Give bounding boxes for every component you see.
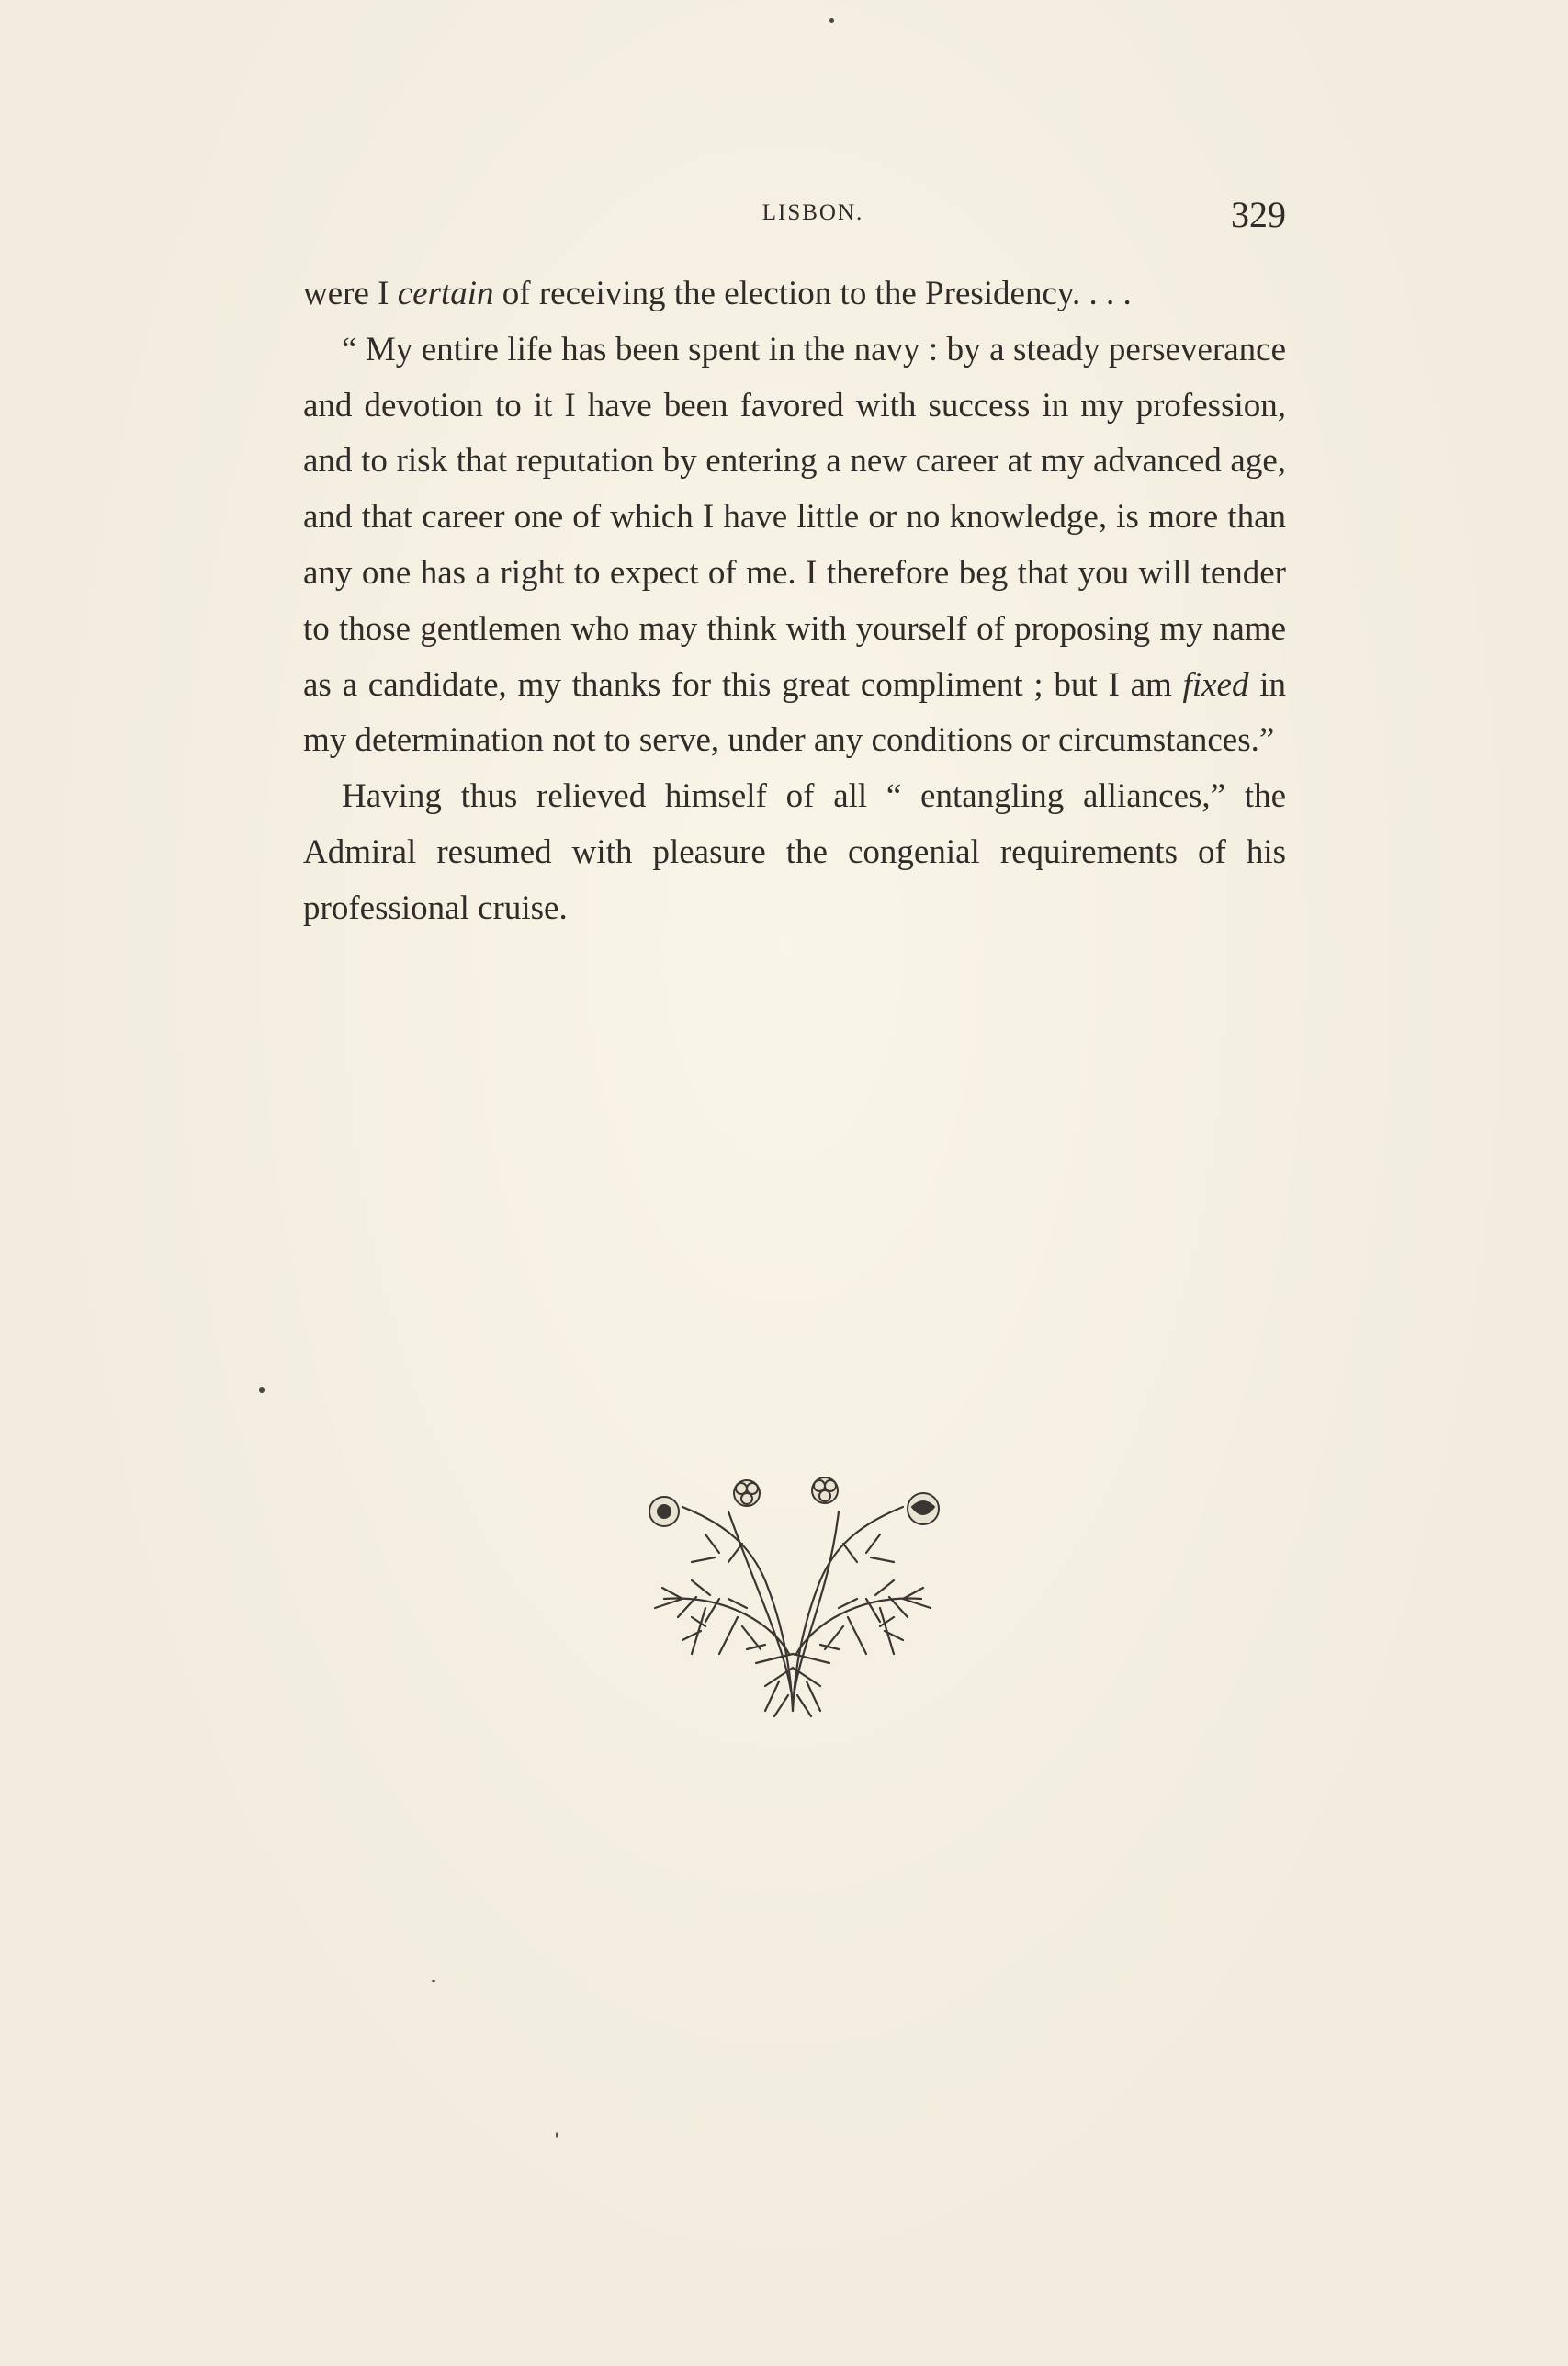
page-number: 329 — [1231, 194, 1286, 235]
paragraph-2-italic: fixed — [1182, 665, 1249, 704]
paper-speck — [259, 1387, 265, 1393]
paper-speck — [556, 2132, 558, 2138]
paragraph-2-text-a: “ My entire life has been spent in the navy : by a steady perseverance and devotion to it I have been favored with success in my profession, and to risk that reputation by entering a new career at my advanced age, and that career one of which I have little or no knowledge, is more than any one has a right to expect of me. I therefore beg that you will tender to those gentlemen who may think with yourself of proposing my name as a candidate, my thanks for this great compliment ; but I am — [303, 330, 1286, 704]
paragraph-1-text-a: were I — [303, 275, 398, 312]
running-head — [303, 193, 1286, 239]
paragraph-2 — [303, 323, 1286, 769]
paragraph-3: Having thus relieved himself of all “ entangling alliances,” the Admiral resumed with pleasure the congenial requirements of his professional cruise. — [303, 777, 1286, 927]
paragraph-1-italic: certain — [397, 275, 494, 312]
paragraph-1 — [303, 266, 1286, 323]
paper-speck — [829, 18, 834, 23]
running-head-title: LISBON. — [761, 200, 864, 225]
paper-speck — [432, 1980, 435, 1982]
paragraph-2-text-b: in my determination not to serve, under any conditions or circumstances.” — [303, 665, 1287, 760]
body-text — [303, 266, 1286, 937]
paragraph-1-text-b: of receiving the election to the Presidency. . . . — [493, 275, 1132, 312]
floral-ornament-icon — [627, 1470, 958, 1718]
